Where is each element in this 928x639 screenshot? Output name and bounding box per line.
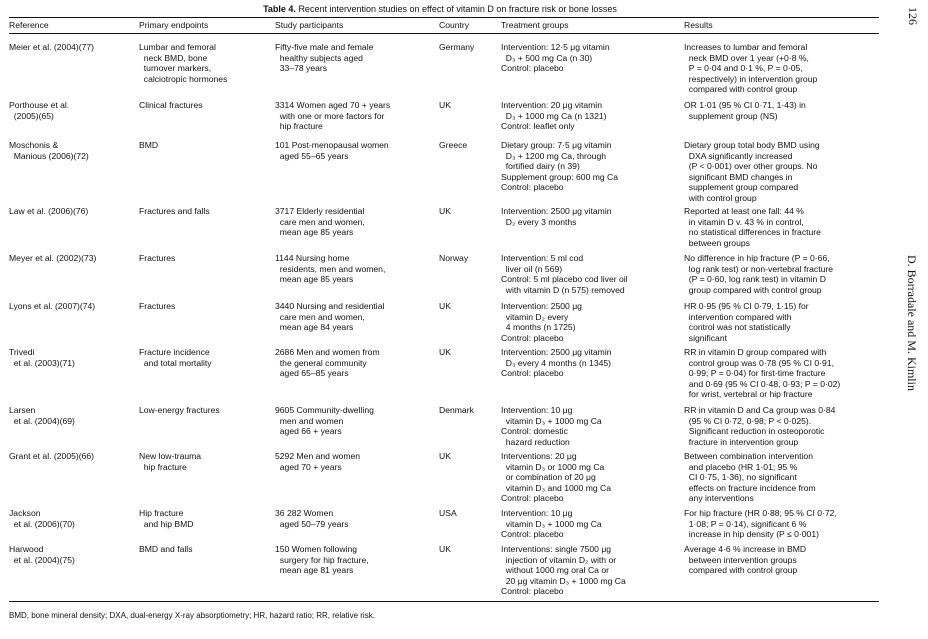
cell-line: in vitamin D v. 43 % in control, [684,216,804,227]
header-reference: Reference [9,20,49,30]
cell-line: Jackson [9,508,41,518]
cell-line: surgery for hip fracture, [275,554,369,565]
cell-results [684,451,879,504]
cell-line: Control: placebo [501,332,564,343]
cell-participants [275,42,435,74]
cell-treatment [501,100,681,132]
table-bottom-rule [9,601,879,602]
cell-line: fracture in intervention group [684,436,799,447]
header-primary-endpoints: Primary endpoints [139,20,209,30]
cell-line: Control: placebo [501,529,564,540]
cell-line: and hip BMD [139,518,194,529]
cell-line: 33–78 years [275,63,328,74]
cell-treatment [501,451,681,504]
cell-line: Norway [439,253,469,263]
cell-treatment [501,405,681,447]
cell-line: mean age 85 years [275,274,354,285]
cell-country [439,140,499,151]
cell-line: CI 0·75, 1·36), no significant [684,472,797,483]
cell-line: HR 0·95 (95 % CI 0·79, 1·15) for [684,301,809,311]
cell-line: RR in vitamin D and Ca group was 0·84 [684,405,836,415]
cell-line: hip fracture [275,121,323,132]
cell-line: (P = 0·60, log rank test) in vitamin D [684,274,826,285]
cell-participants [275,140,435,161]
cell-line: control was not statistically [684,322,791,333]
cell-treatment [501,347,681,379]
cell-line: New low-trauma [139,451,202,461]
cell-line: between groups [684,237,750,248]
cell-line: 20 μg vitamin D₃ + 1000 mg Ca [501,575,626,586]
cell-line: Meier et al. (2004)(77) [9,42,95,52]
cell-reference [9,508,134,529]
cell-line: Control: domestic [501,426,568,437]
table-title [0,4,880,15]
header-results: Results [684,20,713,30]
cell-line: respectively) in intervention group [684,73,818,84]
cell-line: Fifty-five male and female [275,42,374,52]
cell-line: group compared with control group [684,284,822,295]
cell-line: liver oil (n 569) [501,263,563,274]
cell-country [439,253,499,264]
cell-line: UK [439,451,451,461]
cell-line: Larsen [9,405,36,415]
cell-line: vitamin D₃ + 1000 mg Ca [501,518,602,529]
cell-line: Control: leaflet only [501,121,575,132]
cell-endpoints [139,253,271,264]
cell-line: Harwood [9,544,44,554]
cell-line: et al. (2004)(69) [9,415,75,426]
cell-country [439,100,499,111]
cell-line: UK [439,347,451,357]
cell-line: between intervention groups [684,554,797,565]
cell-line: men and women [275,415,344,426]
cell-participants [275,301,435,333]
cell-participants [275,100,435,132]
cell-line: healthy subjects aged [275,52,363,63]
cell-line: injection of vitamin D₂ with or [501,554,617,565]
cell-line: mean age 81 years [275,565,354,576]
cell-line: Control: placebo [501,368,564,379]
cell-line: without 1000 mg oral Ca or [501,565,609,576]
cell-line: significant [684,332,727,343]
cell-line: or combination of 20 μg [501,472,596,483]
cell-line: RR in vitamin D group compared with [684,347,827,357]
cell-reference [9,405,134,426]
cell-line: 4 months (n 1725) [501,322,576,333]
cell-reference [9,253,134,264]
cell-line: log rank test) or non-vertebral fracture [684,263,834,274]
cell-line: Low-energy fractures [139,405,220,415]
cell-line: Intervention: 2500 μg [501,301,582,311]
cell-line: DXA significantly increased [684,150,793,161]
cell-line: 3717 Elderly residential [275,206,365,216]
cell-line: 1·08; P = 0·14), significant 6 % [684,518,807,529]
cell-line: Control: placebo [501,493,564,504]
cell-line: 5292 Men and women [275,451,361,461]
cell-line: vitamin D₃ or 1000 mg Ca [501,461,605,472]
cell-reference [9,140,134,161]
cell-line: D₃ + 1200 mg Ca, through [501,150,607,161]
cell-line: UK [439,100,451,110]
cell-line: et al. (2004)(75) [9,554,75,565]
cell-line: Clinical fractures [139,100,203,110]
cell-line: effects on fracture incidence from [684,482,816,493]
table-label: Table 4. [263,4,296,14]
cell-line: increase in hip density (P ≤ 0·001) [684,529,819,540]
cell-line: neck BMD over 1 year (+0·8 %, [684,52,809,63]
cell-reference [9,347,134,368]
cell-line: et al. (2003)(71) [9,357,75,368]
running-head: D. Borradale and M. Kimlin [905,255,919,391]
cell-line: For hip fracture (HR 0·88; 95 % CI 0·72, [684,508,837,518]
cell-participants [275,347,435,379]
cell-line: Supplement group: 600 mg Ca [501,171,619,182]
table-header-rule [9,33,879,34]
cell-endpoints [139,206,271,217]
cell-participants [275,206,435,238]
cell-country [439,347,499,358]
cell-line: Control: placebo [501,63,564,74]
header-country: Country [439,20,470,30]
cell-endpoints [139,451,271,472]
cell-line: D₃ + 1000 mg Ca (n 1321) [501,110,607,121]
cell-line: mean age 85 years [275,227,354,238]
cell-line: 101 Post-menopausal women [275,140,389,150]
cell-treatment [501,42,681,74]
cell-line: P = 0·04 and 0·1 %, P = 0·05, [684,63,803,74]
cell-line: BMD and falls [139,544,193,554]
cell-participants [275,405,435,437]
cell-line: Average 4·6 % increase in BMD [684,544,807,554]
cell-line: et al. (2006)(70) [9,518,75,529]
cell-line: 36 282 Women [275,508,334,518]
cell-treatment [501,508,681,540]
cell-line: Porthouse et al. [9,100,70,110]
cell-line: Control: 5 ml placebo cod liver oil [501,274,628,285]
cell-country [439,508,499,519]
cell-line: Interventions: 20 μg [501,451,577,461]
cell-line: 3314 Women aged 70 + years [275,100,391,110]
cell-line: Intervention: 2500 μg vitamin [501,206,612,216]
cell-line: significant BMD changes in [684,171,793,182]
cell-line: vitamin D₃ + 1000 mg Ca [501,415,602,426]
cell-line: (95 % CI 0·72, 0·98; P < 0·025). [684,415,812,426]
cell-line: Greece [439,140,468,150]
cell-line: care men and women, [275,216,365,227]
cell-line: no statistical differences in fracture [684,227,821,238]
cell-line: 3440 Nursing and residential [275,301,385,311]
cell-line: Between combination intervention [684,451,813,461]
cell-results [684,100,879,121]
cell-line: Meyer et al. (2002)(73) [9,253,97,263]
cell-line: Interventions: single 7500 μg [501,544,612,554]
cell-line: and 0·69 (95 % CI 0·48, 0·93; P = 0·02) [684,378,841,389]
cell-line: vitamin D₂ every [501,311,569,322]
cell-line: (P < 0·001) over other groups. No [684,161,818,172]
cell-participants [275,253,435,285]
cell-endpoints [139,100,271,111]
cell-line: Intervention: 10 μg [501,405,573,415]
cell-line: Trivedi [9,347,35,357]
page-number: 126 [906,7,920,25]
cell-line: with vitamin D (n 575) removed [501,284,625,295]
cell-line: UK [439,301,451,311]
cell-line: D₃ every 4 months (n 1345) [501,357,612,368]
cell-line: intervention compared with [684,311,792,322]
cell-line: Control: placebo [501,586,564,597]
cell-line: Law et al. (2006)(76) [9,206,89,216]
cell-country [439,301,499,312]
cell-participants [275,451,435,472]
cell-line: Control: placebo [501,182,564,193]
cell-line: (2005)(65) [9,110,54,121]
cell-line: care men and women, [275,311,365,322]
cell-line: aged 50–79 years [275,518,349,529]
table-footnote: BMD, bone mineral density; DXA, dual-energy X-ray absorptiometry; HR, hazard ratio; RR, relative risk. [9,611,375,620]
cell-line: Manious (2006)(72) [9,150,89,161]
cell-reference [9,206,134,217]
cell-line: fortified dairy (n 39) [501,161,580,172]
cell-line: vitamin D₃ and 1000 mg Ca [501,482,612,493]
cell-line: and total mortality [139,357,212,368]
cell-line: for wrist, vertebral or hip fracture [684,389,813,400]
cell-line: Lyons et al. (2007)(74) [9,301,96,311]
cell-line: Fractures [139,301,176,311]
cell-endpoints [139,42,271,84]
cell-line: neck BMD, bone [139,52,208,63]
cell-endpoints [139,508,271,529]
cell-line: Intervention: 5 ml cod [501,253,584,263]
cell-line: turnover markers, [139,63,212,74]
cell-results [684,405,879,447]
cell-line: 9605 Community-dwelling [275,405,374,415]
cell-results [684,301,879,343]
cell-country [439,42,499,53]
cell-line: Fractures and falls [139,206,210,216]
cell-line: aged 55–65 years [275,150,349,161]
cell-line: D₃ + 500 mg Ca (n 30) [501,52,593,63]
cell-line: BMD [139,140,159,150]
cell-line: any interventions [684,493,754,504]
cell-line: Fracture incidence [139,347,210,357]
cell-reference [9,100,134,121]
cell-endpoints [139,347,271,368]
cell-line: aged 66 + years [275,426,342,437]
cell-line: residents, men and women, [275,263,386,274]
cell-line: hazard reduction [501,436,570,447]
cell-line: USA [439,508,457,518]
cell-line: Intervention: 2500 μg vitamin [501,347,612,357]
cell-line: with control group [684,192,757,203]
cell-line: Intervention: 12·5 μg vitamin [501,42,610,52]
cell-country [439,206,499,217]
cell-treatment [501,544,681,597]
cell-line: aged 65–85 years [275,368,349,379]
cell-line: OR 1·01 (95 % CI 0·71, 1·43) in [684,100,806,110]
cell-line: 1144 Nursing home [275,253,350,263]
cell-line: supplement group compared [684,182,799,193]
cell-endpoints [139,140,271,151]
cell-results [684,508,879,540]
cell-line: 0·99; P = 0·04) for first-time fracture [684,368,826,379]
cell-treatment [501,253,681,295]
cell-line: hip fracture [139,461,187,472]
cell-line: the general community [275,357,367,368]
cell-line: compared with control group [684,565,798,576]
cell-results [684,347,879,400]
cell-line: UK [439,206,451,216]
cell-treatment [501,206,681,227]
cell-line: UK [439,544,451,554]
cell-country [439,405,499,416]
cell-line: control group was 0·78 (95 % CI 0·91, [684,357,834,368]
cell-line: Dietary group: 7·5 μg vitamin [501,140,612,150]
cell-participants [275,508,435,529]
cell-line: aged 70 + years [275,461,342,472]
cell-reference [9,42,134,53]
cell-line: Intervention: 10 μg [501,508,573,518]
cell-line: mean age 84 years [275,322,354,333]
cell-line: Increases to lumbar and femoral [684,42,808,52]
cell-country [439,451,499,462]
cell-line: D₂ every 3 months [501,216,577,227]
cell-line: 150 Women following [275,544,358,554]
cell-endpoints [139,405,271,416]
cell-results [684,544,879,576]
cell-line: Intervention: 20 μg vitamin [501,100,602,110]
header-study-participants: Study participants [275,20,344,30]
cell-treatment [501,301,681,343]
cell-line: Dietary group total body BMD using [684,140,820,150]
cell-results [684,206,879,248]
cell-line: 2686 Men and women from [275,347,380,357]
cell-line: Denmark [439,405,474,415]
cell-line: Fractures [139,253,176,263]
table-caption: Recent intervention studies on effect of vitamin D on fracture risk or bone losses [298,4,617,14]
cell-line: Significant reduction in osteoporotic [684,426,825,437]
cell-reference [9,301,134,312]
cell-line: Hip fracture [139,508,184,518]
table-top-rule [9,17,879,18]
cell-line: and placebo (HR 1·01; 95 % [684,461,798,472]
cell-line: compared with control group [684,84,798,95]
cell-results [684,42,879,95]
cell-reference [9,451,134,462]
cell-line: Reported at least one fall: 44 % [684,206,804,216]
cell-endpoints [139,301,271,312]
cell-participants [275,544,435,576]
cell-line: with one or more factors for [275,110,385,121]
cell-line: supplement group (NS) [684,110,778,121]
cell-treatment [501,140,681,193]
header-treatment-groups: Treatment groups [501,20,569,30]
cell-endpoints [139,544,271,555]
cell-line: Moschonis & [9,140,59,150]
cell-reference [9,544,134,565]
cell-line: Grant et al. (2005)(66) [9,451,95,461]
cell-results [684,253,879,295]
cell-country [439,544,499,555]
cell-results [684,140,879,204]
cell-line: Lumbar and femoral [139,42,216,52]
cell-line: No difference in hip fracture (P = 0·66, [684,253,830,263]
cell-line: Germany [439,42,475,52]
cell-line: calciotropic hormones [139,73,228,84]
